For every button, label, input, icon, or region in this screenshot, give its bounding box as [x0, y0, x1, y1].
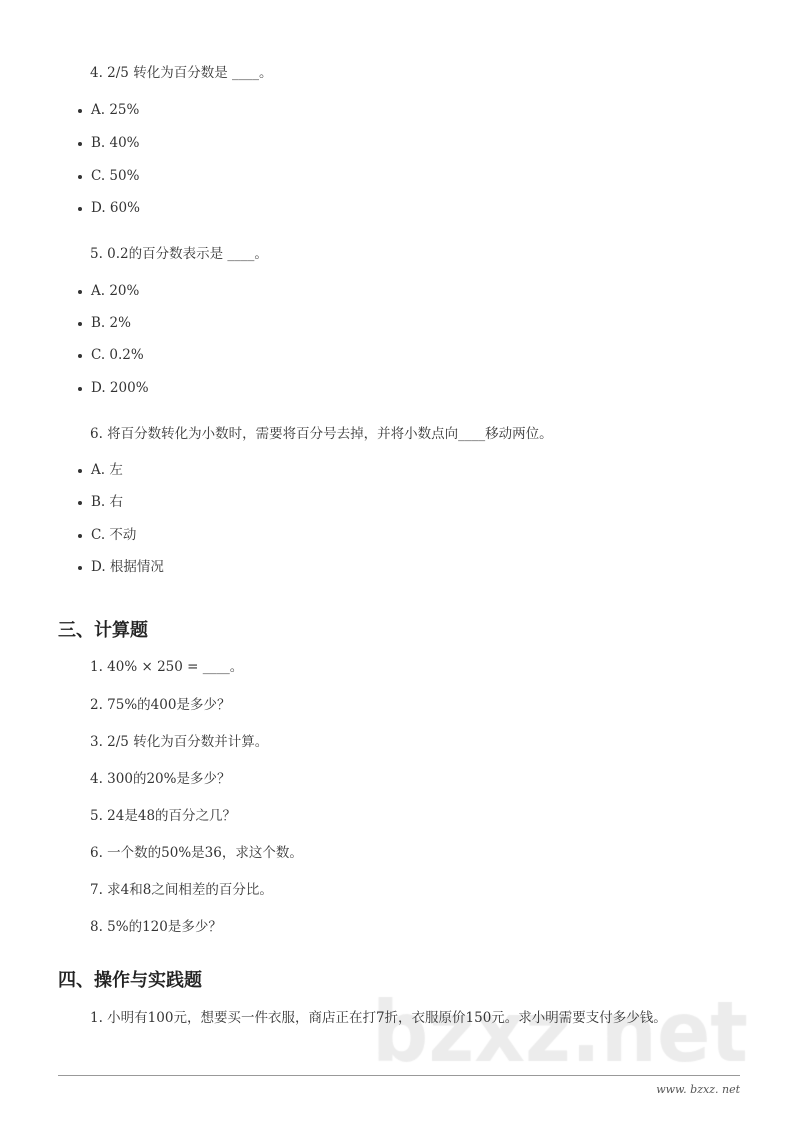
section-heading-calculation: 三、计算题 [58, 620, 148, 641]
option-text: D. 根据情况 [91, 559, 164, 575]
bullet-icon [78, 207, 82, 211]
bullet-icon [78, 142, 82, 146]
option-text: B. 右 [91, 494, 124, 510]
option-text: B. 2% [91, 315, 131, 331]
option [78, 199, 140, 217]
calc-item: 7. 求4和8之间相差的百分比。 [90, 882, 273, 898]
question-4-stem: 4. 2/5 转化为百分数是 ____。 [90, 65, 273, 81]
option-text: D. 60% [91, 200, 140, 216]
question-6-stem: 6. 将百分数转化为小数时，需要将百分号去掉，并将小数点向____移动两位。 [90, 426, 553, 442]
calc-item: 1. 40% × 250 = ____。 [90, 659, 244, 675]
option-text: A. 20% [91, 283, 140, 299]
calc-item: 6. 一个数的50%是36，求这个数。 [90, 845, 303, 861]
bullet-icon [78, 109, 82, 113]
calc-item: 5. 24是48的百分之几？ [90, 808, 237, 824]
bullet-icon [78, 469, 82, 473]
option-text: D. 200% [91, 380, 149, 396]
option [78, 493, 123, 511]
bullet-icon [78, 322, 82, 326]
option [78, 134, 140, 152]
calc-item: 4. 300的20%是多少？ [90, 771, 231, 787]
footer-divider [58, 1075, 740, 1076]
option-text: B. 40% [91, 135, 140, 151]
option [78, 101, 139, 119]
footer-url: www. bzxz. net [656, 1083, 740, 1096]
question-5-stem: 5. 0.2的百分数表示是 ____。 [90, 246, 268, 262]
section-heading-practice: 四、操作与实践题 [58, 970, 202, 991]
practice-item: 1. 小明有100元，想要买一件衣服，商店正在打7折，衣服原价150元。求小明需要支付多少钱。 [90, 1010, 667, 1026]
bullet-icon [78, 534, 82, 538]
calc-item: 8. 5%的120是多少？ [90, 919, 222, 935]
option-text: A. 左 [91, 462, 123, 478]
option [78, 314, 131, 332]
option-text: A. 25% [91, 102, 140, 118]
option [78, 526, 136, 544]
bullet-icon [78, 501, 82, 505]
bullet-icon [78, 387, 82, 391]
bullet-icon [78, 566, 82, 570]
option-text: C. 50% [91, 168, 140, 184]
calc-item: 3. 2/5 转化为百分数并计算。 [90, 734, 269, 750]
option [78, 379, 149, 397]
option [78, 461, 123, 479]
bullet-icon [78, 175, 82, 179]
option [78, 167, 139, 185]
option-text: C. 0.2% [91, 347, 144, 363]
bullet-icon [78, 290, 82, 294]
bullet-icon [78, 354, 82, 358]
option-text: C. 不动 [91, 527, 137, 543]
option [78, 282, 139, 300]
calc-item: 2. 75%的400是多少？ [90, 697, 231, 713]
option [78, 558, 164, 576]
option [78, 346, 144, 364]
